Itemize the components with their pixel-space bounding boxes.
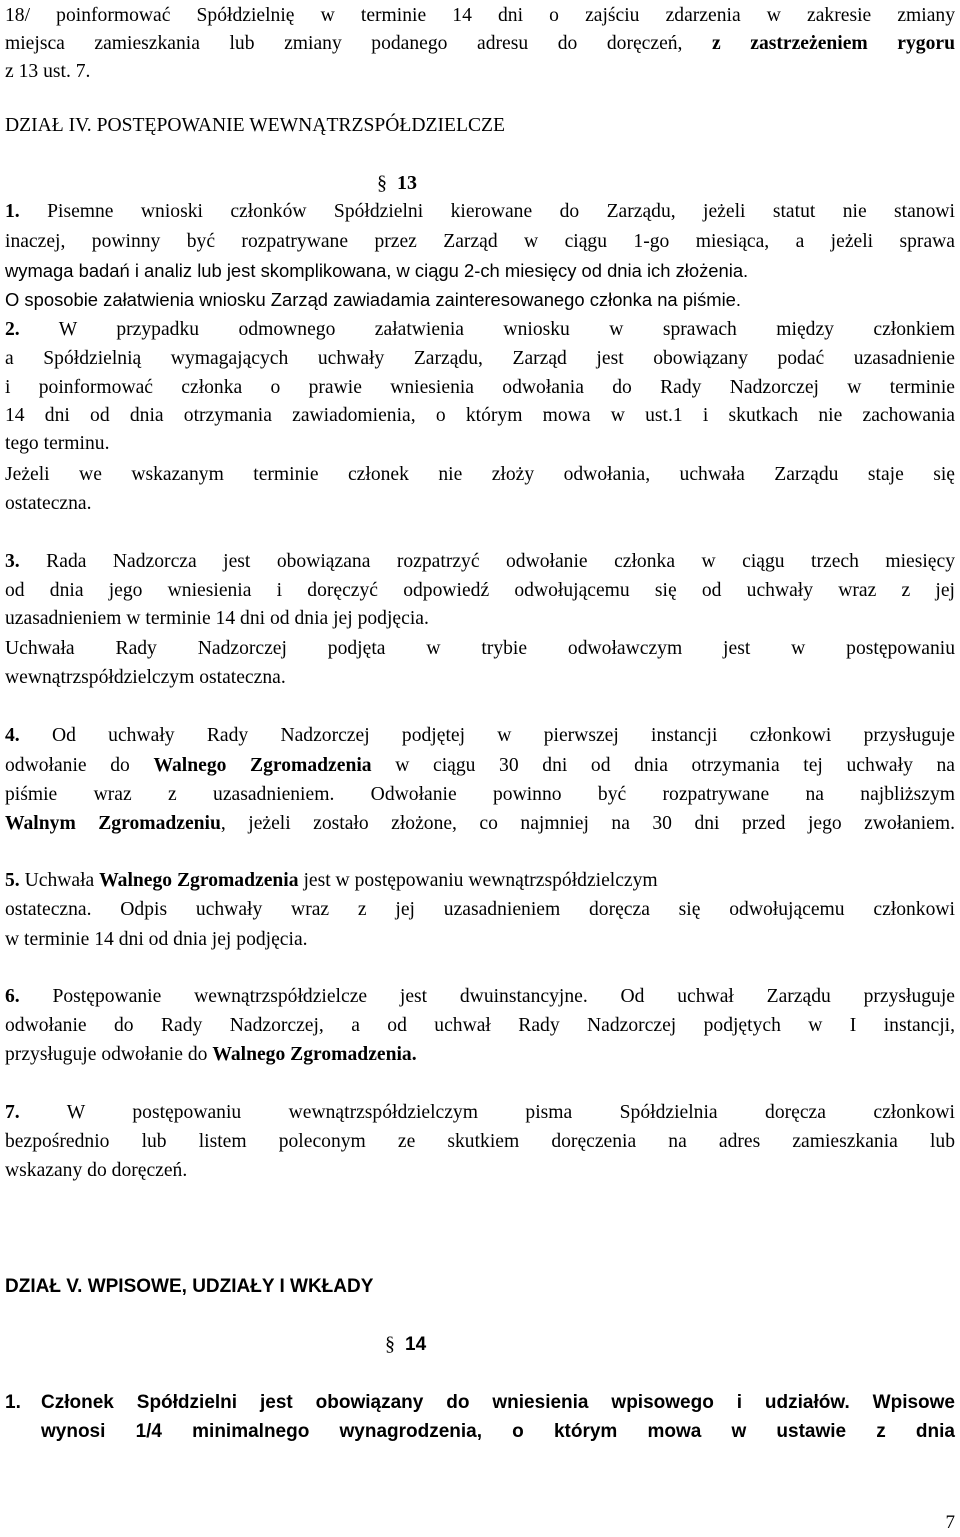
p1-line-1 (5, 202, 955, 222)
paragraph-14-sign (385, 1334, 426, 1354)
text: odwołanie do (5, 755, 154, 776)
item-number: 2. (5, 319, 20, 340)
item-number: 4. (5, 725, 20, 746)
text: Od uchwały Rady Nadzorczej podjętej w pierwszej instancji członkowi przysługuje (19, 725, 955, 746)
p6-line-2 (5, 1016, 955, 1036)
item-number: 5. (5, 870, 20, 891)
section-4-title (5, 116, 505, 136)
text: Członek Spółdzielni jest obowiązany do wniesienia wpisowego i udziałów. Wpisowe (41, 1392, 955, 1413)
paragraph-13-sign (377, 173, 417, 193)
text: przysługuje odwołanie do (5, 1044, 213, 1065)
paragraph-number: 14 (405, 1334, 427, 1355)
text: Pisemne wnioski członków Spółdzielni kierowane do Zarządu, jeżeli statut nie stanowi (19, 201, 955, 222)
p5-line-3 (5, 930, 308, 950)
text: odwołanie do Rady Nadzorczej, a od uchwał Rady Nadzorczej podjętych w I instancji, (5, 1015, 955, 1036)
p1-line-3 (5, 262, 748, 280)
p6-line-3 (5, 1045, 417, 1065)
item-number: 7. (5, 1102, 20, 1123)
p2-line-7 (5, 494, 92, 514)
document-page (5, 0, 955, 1537)
p3-line-3 (5, 609, 429, 629)
p3-line-4 (5, 639, 955, 659)
bold-text: z zastrzeżeniem rygoru (712, 33, 955, 54)
p2-line-1 (5, 320, 955, 340)
text: Uchwała Rady Nadzorczej podjęta w trybie odwoławczym jest w postępowaniu (5, 638, 955, 659)
top-line-3 (5, 62, 90, 82)
p5-line-2 (5, 900, 955, 920)
item-number: 1. (5, 1392, 21, 1413)
text: W postępowaniu wewnątrzspółdzielczym pisma Spółdzielnia doręcza członkowi (19, 1102, 955, 1123)
section-sign: § (377, 172, 387, 194)
section-5-title (5, 1277, 373, 1296)
section-sign: § (385, 1333, 395, 1355)
text: ostateczna. Odpis uchwały wraz z jej uzasadnieniem doręcza się odwołującemu członkowi (5, 899, 955, 920)
s5-p1-number (5, 1393, 21, 1412)
text: wskazany do doręczeń. (5, 1160, 188, 1181)
text: wymaga badań i analiz lub jest skomplikowana, w ciągu 2-ch miesięcy od dnia ich złożenia. (5, 260, 749, 281)
heading-text: DZIAŁ V. WPISOWE, UDZIAŁY I WKŁADY (5, 1276, 374, 1297)
text: uzasadnieniem w terminie 14 dni od dnia jej podjęcia. (5, 608, 429, 629)
p4-line-4 (5, 814, 955, 834)
bold-text: Walnym Zgromadzeniu (5, 813, 221, 834)
text: Uchwała (19, 870, 100, 891)
p4-line-2 (5, 756, 955, 776)
p4-line-1 (5, 726, 955, 746)
item-number: 6. (5, 986, 20, 1007)
p3-line-5 (5, 668, 286, 688)
text: O sposobie załatwienia wniosku Zarząd zawiadamia zainteresowanego członka na piśmie. (5, 289, 742, 310)
text: tego terminu. (5, 433, 110, 454)
p1-line-2 (5, 232, 955, 252)
paragraph-number: 13 (397, 172, 417, 194)
p1-line-4 (5, 291, 741, 309)
text: Postępowanie wewnątrzspółdzielcze jest dwuinstancyjne. Od uchwał Zarządu przysługuje (19, 986, 955, 1007)
text: jest w postępowaniu wewnątrzspółdzielczym (298, 870, 658, 891)
text: Jeżeli we wskazanym terminie członek nie złoży odwołania, uchwała Zarządu staje się (5, 464, 955, 485)
p7-line-2 (5, 1132, 955, 1152)
text: miejsca zamieszkania lub zmiany podanego adresu do doręczeń, (5, 33, 713, 54)
text: piśmie wraz z uzasadnieniem. Odwołanie powinno być rozpatrywane na najbliższym (5, 784, 955, 805)
text: W przypadku odmownego załatwienia wniosku w sprawach między członkiem (19, 319, 955, 340)
bold-text: Walnego Zgromadzenia (99, 870, 299, 891)
p7-line-1 (5, 1103, 955, 1123)
text: inaczej, powinny być rozpatrywane przez Zarząd w ciągu 1-go miesiąca, a jeżeli sprawa (5, 231, 955, 252)
item-number: 1. (5, 201, 20, 222)
text: Rada Nadzorcza jest obowiązana rozpatrzyć odwołanie członka w ciągu trzech miesięcy (19, 551, 955, 572)
top-line-2 (5, 34, 955, 54)
text: z 13 ust. 7. (5, 61, 91, 82)
text: a Spółdzielnią wymagających uchwały Zarządu, Zarząd jest obowiązany podać uzasadnienie (5, 348, 955, 369)
text: wynosi 1/4 minimalnego wynagrodzenia, o którym mowa w ustawie z dnia (41, 1421, 955, 1442)
bold-text: Walnego Zgromadzenia. (212, 1044, 417, 1065)
text: wewnątrzspółdzielczym ostateczna. (5, 667, 286, 688)
s5-p1-line-2 (41, 1422, 955, 1441)
top-line-1 (5, 6, 955, 26)
p2-line-3 (5, 378, 955, 398)
text: od dnia jego wniesienia i doręczyć odpowiedź odwołującemu się od uchwały wraz z jej (5, 580, 955, 601)
p4-line-3 (5, 785, 955, 805)
p2-line-6 (5, 465, 955, 485)
p2-line-2 (5, 349, 955, 369)
text: w ciągu 30 dni od dnia otrzymania tej uchwały na (371, 755, 955, 776)
p7-line-3 (5, 1161, 187, 1181)
text: 14 dni od dnia otrzymania zawiadomienia, o którym mowa w ust.1 i skutkach nie zachowania (5, 405, 955, 426)
item-number: 3. (5, 551, 20, 572)
p2-line-5 (5, 434, 109, 454)
bold-text: Walnego Zgromadzenia (153, 755, 372, 776)
p2-line-4 (5, 406, 955, 426)
p3-line-2 (5, 581, 955, 601)
p6-line-1 (5, 987, 955, 1007)
page-number (946, 1513, 956, 1532)
p5-line-1 (5, 871, 658, 891)
text: i poinformować członka o prawie wniesienia odwołania do Rady Nadzorczej w terminie (5, 377, 955, 398)
text: bezpośrednio lub listem poleconym ze skutkiem doręczenia na adres zamieszkania lub (5, 1131, 955, 1152)
text: ostateczna. (5, 493, 92, 514)
page-number-text: 7 (945, 1512, 955, 1533)
text: 18/ poinformować Spółdzielnię w terminie 14 dni o zajściu zdarzenia w zakresie zmiany (5, 5, 955, 26)
s5-p1-line-1 (41, 1393, 955, 1412)
text: , jeżeli zostało złożone, co najmniej na 30 dni przed jego zwołaniem. (220, 813, 956, 834)
p3-line-1 (5, 552, 955, 572)
heading-text: DZIAŁ IV. POSTĘPOWANIE WEWNĄTRZSPÓŁDZIELCZE (5, 115, 505, 136)
text: w terminie 14 dni od dnia jej podjęcia. (5, 929, 308, 950)
